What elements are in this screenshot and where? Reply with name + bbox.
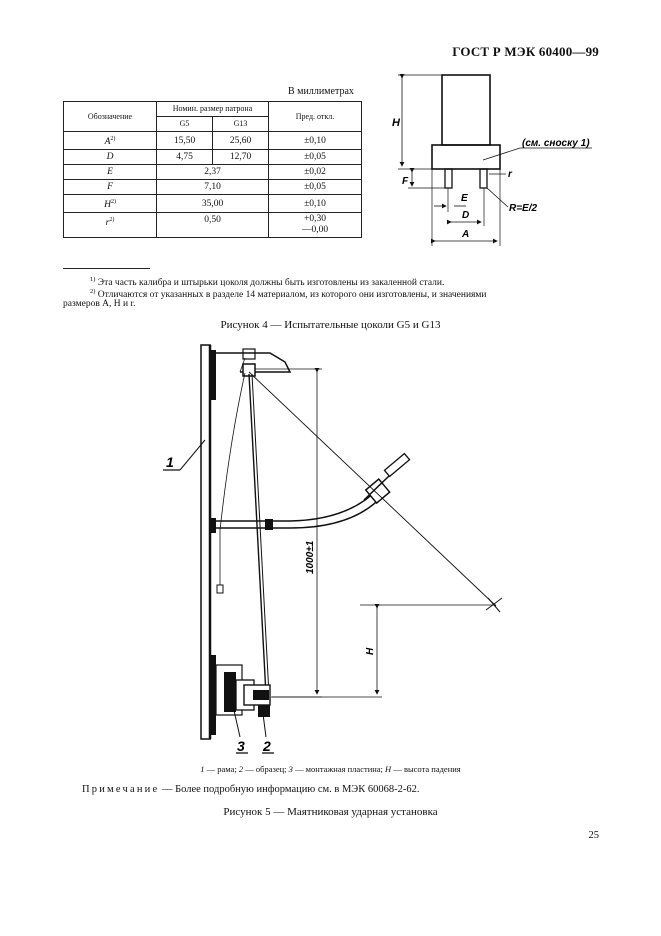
dim-length-label: 1000±1 — [305, 540, 316, 574]
row-label: H — [104, 200, 111, 211]
cell-tolerance: +0,30 — [304, 214, 326, 225]
cell-merged: 2,37 — [157, 165, 269, 180]
figure-5-caption: Рисунок 5 — Маятниковая ударная установка — [223, 806, 438, 818]
legend-num-4: H — [385, 764, 392, 774]
col-g5: G5 — [157, 117, 213, 132]
row-label: A — [104, 137, 111, 148]
cell-g5: 15,50 — [157, 132, 213, 150]
label-plate: 3 — [237, 738, 245, 754]
cell-tolerance: ±0,10 — [269, 132, 362, 150]
page-number: 25 — [588, 830, 599, 841]
row-label: F — [107, 182, 113, 193]
col-designation: Обозначение — [64, 102, 157, 132]
cell-tolerance: ±0,05 — [269, 180, 362, 195]
figure-4-caption: Рисунок 4 — Испытательные цоколи G5 и G13 — [220, 319, 441, 331]
note-prefix: Примечание — [82, 784, 160, 795]
cell-g13: 12,70 — [213, 150, 269, 165]
col-tolerance: Пред. откл. — [269, 102, 362, 132]
cell-g13: 25,60 — [213, 132, 269, 150]
dim-F-label: F — [402, 176, 409, 187]
note-text: — Более подробную информацию см. в МЭК 60068-2-62. — [161, 784, 420, 795]
row-label: D — [106, 152, 114, 163]
legend-num-2: 2 — [238, 764, 244, 774]
cell-merged: 35,00 — [157, 195, 269, 213]
dim-D-label: D — [462, 210, 470, 221]
legend-text-3: — монтажная пластина; — [295, 764, 383, 774]
cell-merged: 7,10 — [157, 180, 269, 195]
footnote-2-text: Отличаются от указанных в разделе 14 материалом, из которого они изготовлены, и значениями — [97, 290, 487, 301]
dim-H-label: H — [392, 117, 400, 129]
cell-tolerance-lower: —0,00 — [301, 225, 329, 236]
cell-tolerance: ±0,10 — [269, 195, 362, 213]
row-sup: 2) — [110, 136, 116, 142]
units-label: В миллиметрах — [288, 86, 354, 97]
footnote-2-continuation: размеров A, H и r. — [63, 299, 136, 309]
footnote-1-number: 1) — [90, 276, 96, 283]
row-sup: 2) — [110, 199, 116, 206]
row-sup: 2) — [109, 217, 115, 224]
cell-merged: 0,50 — [157, 213, 269, 238]
cell-tolerance: ±0,05 — [269, 150, 362, 165]
label-frame: 1 — [166, 454, 174, 470]
dim-r-label: r — [508, 169, 512, 180]
figure-5-legend — [0, 764, 661, 774]
dim-E-label: E — [461, 193, 468, 204]
dim-height-label: H — [365, 647, 376, 655]
dim-A-label: A — [462, 229, 470, 240]
col-nominal: Номин. размер патрона — [157, 102, 269, 117]
footnote-1-text: Эта часть калибра и штырьки цоколя должны быть изготовлены из закаленной стали. — [97, 278, 445, 289]
legend-text-2: — образец; — [245, 764, 287, 774]
callout-note: (см. сноску 1) — [522, 138, 590, 149]
legend-num-1: 1 — [200, 764, 205, 774]
legend-text-1: — рама; — [206, 764, 237, 774]
footnote-2-number: 2) — [90, 288, 96, 295]
cell-tolerance: ±0,02 — [269, 165, 362, 180]
row-label: E — [107, 167, 113, 178]
callout-radius: R=E/2 — [509, 203, 538, 214]
note — [82, 784, 420, 795]
label-sample: 2 — [263, 738, 271, 754]
row-label: r — [105, 218, 110, 229]
standard-code: ГОСТ Р МЭК 60400—99 — [452, 44, 599, 59]
legend-num-3: 3 — [288, 764, 293, 774]
cell-g5: 4,75 — [157, 150, 213, 165]
col-g13: G13 — [213, 117, 269, 132]
legend-text-4: — высота падения — [393, 764, 461, 774]
